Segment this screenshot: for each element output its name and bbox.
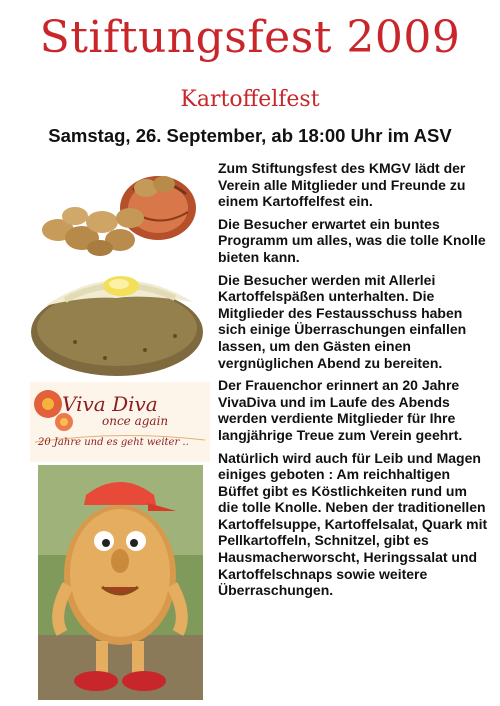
event-dateline: Samstag, 26. September, ab 18:00 Uhr im ASV — [48, 125, 452, 146]
viva-diva-tagline: 20 Jahre und es geht weiter .. — [38, 437, 189, 448]
paragraph-choir: Der Frauenchor erinnert an 20 Jahre VivaDiva und im Laufe des Abends werden verdiente Mitglieder für Ihre langjährige Treue zum Verein geehrt. — [218, 377, 463, 443]
baked-potato-image — [25, 262, 210, 380]
viva-diva-subtitle: once again — [102, 414, 169, 428]
paragraph-buffet: Natürlich wird auch für Leib und Magen einiges geboten : Am reichhaltigen Büffet gibt es Köstlichkeiten rund um die tolle Knolle. Neben der traditionellen Kartoffelsuppe, Kartoffelsalat, Quark mit Pellkartoffeln, Schnitzel, gibt es Hausmacherworscht, Heringssalat und Kartoffelschnaps sowie weitere Überraschungen. — [218, 449, 488, 599]
paragraph-invitation: Zum Stiftungsfest des KMGV lädt der Verein alle Mitglieder und Freunde zu einem Kartoffelfest ein. — [218, 160, 466, 210]
event-description — [218, 160, 490, 605]
poster-title: Stiftungsfest 2009 — [39, 12, 461, 63]
paragraph-program: Die Besucher erwartet ein buntes Programm um alles, was die tolle Knolle bieten kann. — [218, 215, 486, 265]
poster-subtitle: Kartoffelfest — [180, 87, 320, 112]
potato-basket-image — [30, 160, 205, 260]
viva-diva-title: Viva Diva — [62, 392, 158, 416]
potato-mascot-image — [38, 465, 203, 700]
paragraph-entertainment: Die Besucher werden mit Allerlei Kartoffelspäßen unterhalten. Die Mitglieder des Festausschuss haben sich einige Überraschungen einfallen lassen, um den Gästen einen vergnüglichen Abend zu bereiten. — [218, 271, 467, 371]
